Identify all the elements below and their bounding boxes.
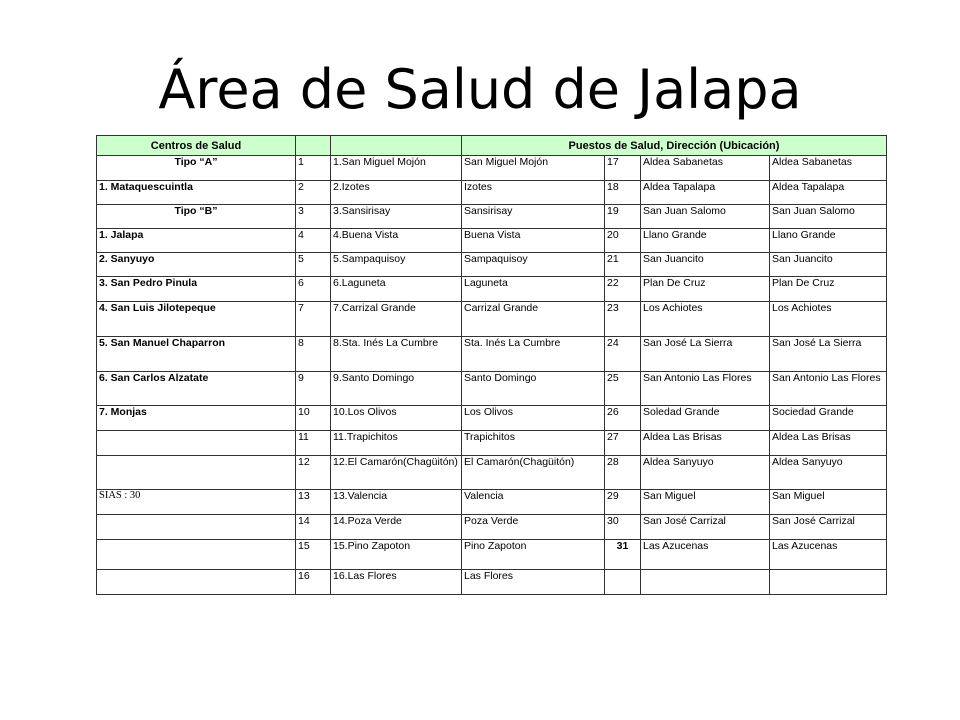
- puesto-location: Los Achiotes: [770, 302, 887, 337]
- centro-cell: 5. San Manuel Chaparron: [97, 337, 296, 372]
- puesto-location: San José Carrizal: [770, 515, 887, 540]
- puesto-location: Las Azucenas: [770, 540, 887, 570]
- header-empty: [296, 136, 331, 156]
- centro-cell: 1. Mataquescuintla: [97, 181, 296, 205]
- puesto-number: [605, 570, 641, 595]
- puesto-location: Los Olivos: [462, 406, 605, 431]
- puesto-number: 27: [605, 431, 641, 456]
- puesto-location: Plan De Cruz: [770, 277, 887, 302]
- table-row: [97, 181, 887, 205]
- puesto-number: 13: [296, 490, 331, 515]
- puesto-location: Sansirisay: [462, 205, 605, 229]
- puesto-location: Valencia: [462, 490, 605, 515]
- puesto-location: Aldea Sanyuyo: [770, 456, 887, 490]
- centro-cell: [97, 515, 296, 540]
- puesto-number: 21: [605, 253, 641, 277]
- puesto-location: Sociedad Grande: [770, 406, 887, 431]
- centro-cell: 4. San Luis Jilotepeque: [97, 302, 296, 337]
- puesto-name: 7.Carrizal Grande: [331, 302, 462, 337]
- puesto-name: San Miguel: [641, 490, 770, 515]
- puesto-name: San José Carrizal: [641, 515, 770, 540]
- table-row: [97, 515, 887, 540]
- puesto-location: Sta. Inés La Cumbre: [462, 337, 605, 372]
- puesto-name: 1.San Miguel Mojón: [331, 156, 462, 181]
- table-row: [97, 229, 887, 253]
- puesto-number: 8: [296, 337, 331, 372]
- puesto-location: San Antonio Las Flores: [770, 372, 887, 406]
- puesto-location: Llano Grande: [770, 229, 887, 253]
- puesto-number: 6: [296, 277, 331, 302]
- puesto-number: 31: [605, 540, 641, 570]
- puesto-name: 4.Buena Vista: [331, 229, 462, 253]
- table-row: [97, 490, 887, 515]
- puesto-name: Aldea Tapalapa: [641, 181, 770, 205]
- puesto-number: 14: [296, 515, 331, 540]
- puesto-location: Laguneta: [462, 277, 605, 302]
- puesto-location: Aldea Tapalapa: [770, 181, 887, 205]
- puesto-location: San José La Sierra: [770, 337, 887, 372]
- puesto-location: San Juan Salomo: [770, 205, 887, 229]
- puesto-number: 20: [605, 229, 641, 253]
- table-header-row: [97, 136, 887, 156]
- centro-cell: [97, 456, 296, 490]
- puesto-name: Aldea Las Brisas: [641, 431, 770, 456]
- centro-cell: Tipo “B”: [97, 205, 296, 229]
- puesto-location: Santo Domingo: [462, 372, 605, 406]
- puesto-name: San Juan Salomo: [641, 205, 770, 229]
- puesto-name: San Juancito: [641, 253, 770, 277]
- table-row: [97, 156, 887, 181]
- puesto-name: Aldea Sabanetas: [641, 156, 770, 181]
- puesto-number: 11: [296, 431, 331, 456]
- puesto-name: 6.Laguneta: [331, 277, 462, 302]
- table-row: [97, 570, 887, 595]
- puesto-name: Aldea Sanyuyo: [641, 456, 770, 490]
- puesto-location: Las Flores: [462, 570, 605, 595]
- puesto-location: San Miguel: [770, 490, 887, 515]
- puesto-number: 12: [296, 456, 331, 490]
- puesto-name: 16.Las Flores: [331, 570, 462, 595]
- puesto-name: 3.Sansirisay: [331, 205, 462, 229]
- puesto-number: 9: [296, 372, 331, 406]
- centro-cell: 7. Monjas: [97, 406, 296, 431]
- puesto-number: 26: [605, 406, 641, 431]
- table-row: [97, 540, 887, 570]
- centro-cell: 2. Sanyuyo: [97, 253, 296, 277]
- puesto-name: 9.Santo Domingo: [331, 372, 462, 406]
- centro-cell: 6. San Carlos Alzatate: [97, 372, 296, 406]
- puesto-number: 29: [605, 490, 641, 515]
- table-row: [97, 456, 887, 490]
- puesto-location: Poza Verde: [462, 515, 605, 540]
- puesto-number: 28: [605, 456, 641, 490]
- puesto-name: 13.Valencia: [331, 490, 462, 515]
- puesto-location: Aldea Sabanetas: [770, 156, 887, 181]
- header-centros: Centros de Salud: [97, 136, 296, 156]
- puesto-location: Trapichitos: [462, 431, 605, 456]
- puesto-name: Los Achiotes: [641, 302, 770, 337]
- health-centers-table: [96, 135, 887, 595]
- puesto-number: 15: [296, 540, 331, 570]
- puesto-number: 23: [605, 302, 641, 337]
- puesto-name: Soledad Grande: [641, 406, 770, 431]
- centro-cell: SIAS : 30: [97, 490, 296, 515]
- header-puestos: Puestos de Salud, Dirección (Ubicación): [462, 136, 887, 156]
- centro-cell: [97, 431, 296, 456]
- puesto-name: 5.Sampaquisoy: [331, 253, 462, 277]
- table-row: [97, 302, 887, 337]
- centro-cell: 1. Jalapa: [97, 229, 296, 253]
- puesto-location: El Camarón(Chagüitón): [462, 456, 605, 490]
- puesto-number: 18: [605, 181, 641, 205]
- puesto-number: 5: [296, 253, 331, 277]
- puesto-location: Buena Vista: [462, 229, 605, 253]
- puesto-location: San Miguel Mojón: [462, 156, 605, 181]
- puesto-name: 14.Poza Verde: [331, 515, 462, 540]
- puesto-name: 2.Izotes: [331, 181, 462, 205]
- centro-cell: [97, 570, 296, 595]
- puesto-number: 10: [296, 406, 331, 431]
- puesto-location: Carrizal Grande: [462, 302, 605, 337]
- puesto-name: Plan De Cruz: [641, 277, 770, 302]
- puesto-number: 7: [296, 302, 331, 337]
- centro-cell: [97, 540, 296, 570]
- puesto-number: 16: [296, 570, 331, 595]
- table-row: [97, 253, 887, 277]
- puesto-number: 2: [296, 181, 331, 205]
- table-row: [97, 406, 887, 431]
- puesto-number: 30: [605, 515, 641, 540]
- puesto-location: Aldea Las Brisas: [770, 431, 887, 456]
- puesto-name: San Antonio Las Flores: [641, 372, 770, 406]
- puesto-number: 24: [605, 337, 641, 372]
- puesto-number: 17: [605, 156, 641, 181]
- table-row: [97, 372, 887, 406]
- puesto-location: [770, 570, 887, 595]
- puesto-number: 4: [296, 229, 331, 253]
- puesto-name: Las Azucenas: [641, 540, 770, 570]
- puesto-location: Sampaquisoy: [462, 253, 605, 277]
- puesto-number: 19: [605, 205, 641, 229]
- puesto-number: 22: [605, 277, 641, 302]
- puesto-name: 15.Pino Zapoton: [331, 540, 462, 570]
- puesto-number: 25: [605, 372, 641, 406]
- puesto-name: 8.Sta. Inés La Cumbre: [331, 337, 462, 372]
- puesto-name: 10.Los Olivos: [331, 406, 462, 431]
- puesto-location: San Juancito: [770, 253, 887, 277]
- puesto-name: San José La Sierra: [641, 337, 770, 372]
- table-row: [97, 205, 887, 229]
- puesto-number: 3: [296, 205, 331, 229]
- centro-cell: Tipo “A”: [97, 156, 296, 181]
- header-empty: [331, 136, 462, 156]
- page-title: Área de Salud de Jalapa: [158, 58, 802, 121]
- puesto-number: 1: [296, 156, 331, 181]
- table-row: [97, 431, 887, 456]
- table-row: [97, 277, 887, 302]
- puesto-name: 12.El Camarón(Chagüitón): [331, 456, 462, 490]
- puesto-name: [641, 570, 770, 595]
- centro-cell: 3. San Pedro Pinula: [97, 277, 296, 302]
- puesto-location: Pino Zapoton: [462, 540, 605, 570]
- puesto-name: Llano Grande: [641, 229, 770, 253]
- puesto-location: Izotes: [462, 181, 605, 205]
- puesto-name: 11.Trapichitos: [331, 431, 462, 456]
- table-row: [97, 337, 887, 372]
